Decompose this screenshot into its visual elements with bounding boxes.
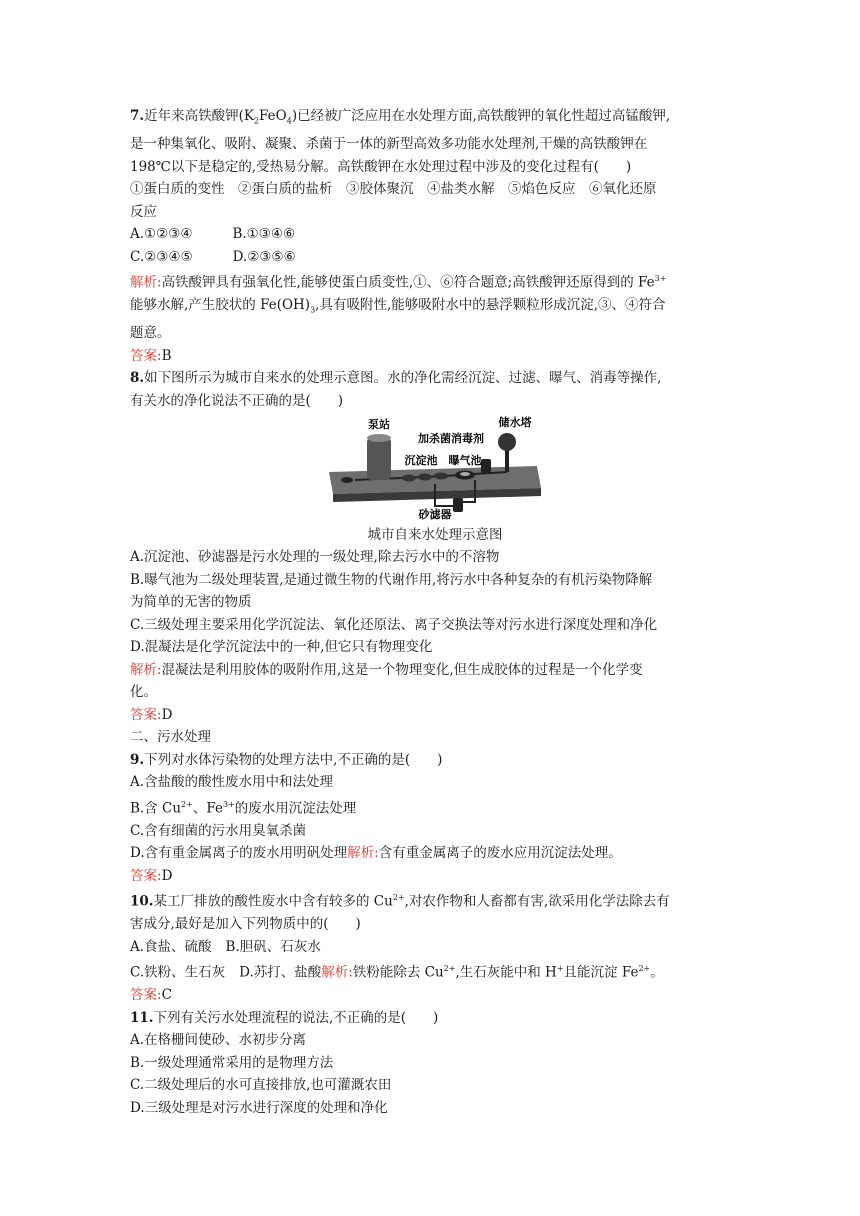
analysis: 解析:高铁酸钾具有强氧化性,能够使蛋白质变性,①、⑥符合题意;高铁酸钾还原得到的 $Fe^{3+}$ — [130, 274, 667, 291]
answer-value: C — [161, 987, 172, 1004]
figure-caption: 城市自来水处理示意图 — [367, 527, 503, 544]
water-treatment-diagram — [325, 414, 545, 522]
analysis-label: 解析: — [130, 274, 162, 291]
disinfectant-container — [481, 459, 491, 473]
option-b: B.含 $Cu^{2+}$、$Fe^{3+}$的废水用沉淀法处理 — [130, 799, 357, 817]
option-c: C.含有细菌的污水用臭氧杀菌 — [130, 822, 307, 839]
option-d: D.三级处理是对污水进行深度的处理和净化 — [130, 1099, 388, 1116]
aeration-tank-label: 曝气池 — [448, 454, 482, 468]
option-b: B.胆矾、石灰水 — [225, 938, 321, 955]
option-b: B.曝气池为二级处理装置,是通过微生物的代谢作用,将污水中各种复杂的有机污染物降解 — [130, 571, 653, 588]
document-body — [130, 105, 740, 1119]
section-heading: 二、污水处理 — [130, 729, 211, 746]
option-d: D.含有重金属离子的废水用明矾处理解析:含有重金属离子的废水应用沉淀法处理。 — [130, 845, 622, 862]
question-10: 10.某工厂排放的酸性废水中含有较多的 $Cu^{2+}$,对农作物和人畜都有害,欲采用化学法除去有 害成分,最好是加入下列物质中的( ) A.食盐、硫酸 B.胆矾、石灰水 C.铁粉、生石灰 D.苏打、盐酸解析:铁粉能除去 $Cu^{2+}$,生石灰能中和 H+且能沉淀 $Fe^{2+}$。 答案:C — [130, 887, 740, 1007]
analysis-label: 解析: — [130, 661, 162, 678]
settling-tank — [402, 475, 416, 482]
pump-station-label: 泵站 — [368, 418, 390, 432]
answer — [130, 984, 740, 1007]
option-a: A.食盐、硫酸 — [130, 938, 212, 955]
option-a: A.①②③④ — [130, 226, 193, 243]
answer-label: 答案: — [130, 706, 162, 723]
answer — [130, 704, 740, 727]
settling-tank-label: 沉淀池 — [404, 454, 438, 468]
option-b: B.①③④⑥ — [232, 226, 296, 243]
options-row — [130, 936, 740, 959]
analysis-label: 解析: — [347, 845, 379, 862]
question-number: 11. — [130, 1009, 154, 1026]
question-number: 9. — [130, 751, 145, 768]
water-tower — [498, 433, 516, 451]
option-c: C.二级处理后的水可直接排放,也可灌溉农田 — [130, 1077, 392, 1094]
answer — [130, 345, 740, 368]
analysis: 解析:混凝法是利用胶体的吸附作用,这是一个物理变化,但生成胶体的过程是一个化学变 — [130, 661, 643, 678]
answer-label: 答案: — [130, 347, 162, 364]
answer-value: D — [161, 706, 173, 723]
sand-filter-label: 砂滤器 — [418, 508, 452, 522]
answer-value: B — [161, 347, 172, 364]
pump-station — [367, 438, 391, 480]
analysis-label: 解析: — [321, 964, 353, 981]
question-9: 9.下列对水体污染物的处理方法中,不正确的是( ) A.含盐酸的酸性废水用中和法处理 B.含 $Cu^{2+}$、$Fe^{3+}$的废水用沉淀法处理 C.含有细菌的污水用臭氧杀菌 D.含有重金属离子的废水用明矾处理解析:含有重金属离子的废水应用沉淀法处理。 答案:D — [130, 749, 740, 888]
question-7: 7.近年来高铁酸钾$(K_2FeO_4)$已经被广泛应用在水处理方面,高铁酸钾的氧化性超过高锰酸钾, 是一种集氧化、吸附、凝聚、杀菌于一体的新型高效多功能水处理剂,干燥的高铁酸钾在 198℃以下是稳定的,受热易分解。高铁酸钾在水处理过程中涉及的变化过程有( ) ①蛋白质的变性 ②蛋白质的盐析 ③胶体聚沉 ④盐类水解 ⑤焰色反应 ⑥氧化还原 反应 A.①②③④ B.①③④⑥ C.②③④⑤ D.②③⑤⑥ 解析:高铁酸钾具有强氧化性,能够使蛋白质变性,①、⑥符合题意;高铁酸钾还原得到的 $Fe^{3+}$ 能够水解,产生胶状的 $Fe(OH)_3$,具有吸附性,能够吸附水中的悬浮颗粒形成沉淀,③、④符合 题意。 答案:B — [130, 105, 740, 367]
answer-label: 答案: — [130, 867, 162, 884]
option-c: C.铁粉、生石灰 — [130, 964, 226, 981]
option-c: C.②③④⑤ — [130, 248, 193, 265]
option-a: A.含盐酸的酸性废水用中和法处理 — [130, 774, 334, 791]
answer — [130, 865, 740, 888]
option-a: A.在格栅间使砂、水初步分离 — [130, 1032, 307, 1049]
water-tower-label: 储水塔 — [498, 416, 532, 430]
sand-filter — [453, 498, 463, 512]
settling-tank — [434, 473, 448, 480]
option-d: D.②③⑤⑥ — [232, 248, 296, 265]
option-b: B.一级处理通常采用的是物理方法 — [130, 1054, 334, 1071]
question-11: 11.下列有关污水处理流程的说法,不正确的是( ) A.在格栅间使砂、水初步分离 B.一级处理通常采用的是物理方法 C.二级处理后的水可直接排放,也可灌溉农田 D.三级处理是对污水进行深度的处理和净化 — [130, 1007, 740, 1120]
answer-value: D — [161, 867, 173, 884]
question-number: 10. — [130, 893, 154, 910]
answer-label: 答案: — [130, 987, 162, 1004]
settling-tank — [418, 474, 432, 481]
options-row: C.铁粉、生石灰 D.苏打、盐酸解析:铁粉能除去 $Cu^{2+}$,生石灰能中和 H+且能沉淀 $Fe^{2+}$。 — [130, 964, 664, 981]
option-d: D.混凝法是化学沉淀法中的一种,但它只有物理变化 — [130, 639, 433, 656]
question-number: 7. — [130, 108, 145, 124]
question-number: 8. — [130, 370, 145, 387]
option-c: C.三级处理主要采用化学沉淀法、氧化还原法、离子交换法等对污水进行深度处理和净化 — [130, 616, 658, 633]
options-row — [130, 223, 740, 246]
options-row — [130, 246, 740, 269]
water-treatment-figure — [130, 414, 740, 522]
option-d: D.苏打、盐酸 — [239, 964, 322, 981]
disinfectant-label: 加杀菌消毒剂 — [418, 432, 484, 446]
question-8: 8.如下图所示为城市自来水的处理示意图。水的净化需经沉淀、过滤、曝气、消毒等操作, 有关水的净化说法不正确的是( ) 泵站 储水塔 加杀菌消毒剂 沉淀池 曝气池 砂滤器 城市自来水处理示意图 A.沉淀池、砂滤器是污水处理的一级处理,除去污水中的不溶物 B.曝气池为二级处理装置,是通过微生物的代谢作用,将污水中各种复杂的有机污染物降解 为简单的无害的物质 C.三级处理主要采用化学沉淀法、氧化还原法、离子交换法等对污水进行深度处理和净化 D.混凝法是化学沉淀法中的一种,但它只有物理变化 解析:混凝法是利用胶体的吸附作用,这是一个物理变化,但生成胶体的过程是一个化学变 化。 答案:D — [130, 367, 740, 726]
option-a: A.沉淀池、砂滤器是污水处理的一级处理,除去污水中的不溶物 — [130, 549, 500, 566]
